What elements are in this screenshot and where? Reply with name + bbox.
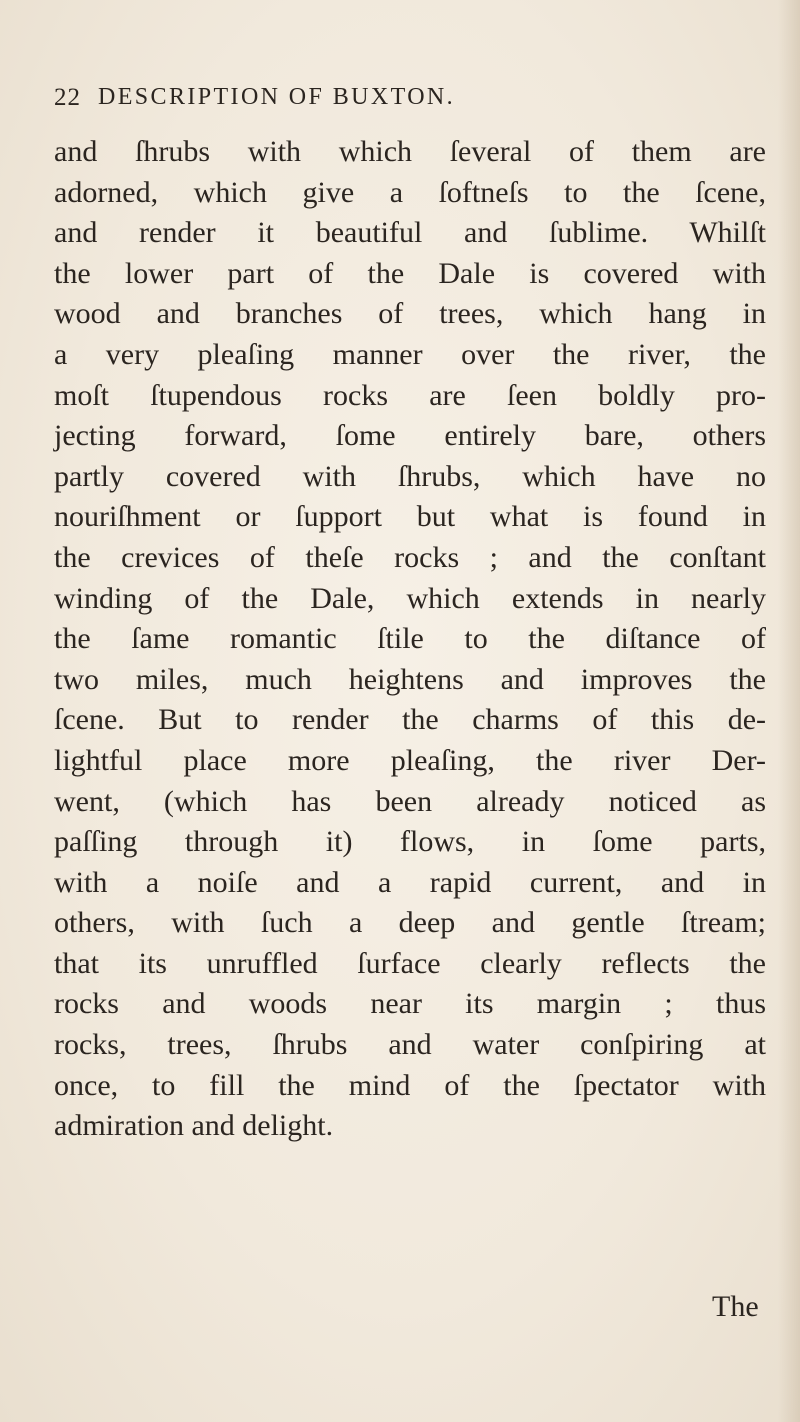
text-line: adorned, which give a ſoftneſs to the ſcene, [54,175,766,209]
body-text [54,132,766,1147]
text-line: winding of the Dale, which extends in nearly [54,581,766,615]
text-line: with a noiſe and a rapid current, and in [54,865,766,899]
text-line: rocks, trees, ſhrubs and water conſpiring at [54,1028,766,1062]
text-line: went, (which has been already noticed as [54,784,766,818]
text-line: paſſing through it) flows, in ſome parts, [54,825,766,859]
text-line: once, to fill the mind of the ſpectator with [54,1068,766,1102]
text-line: partly covered with ſhrubs, which have no [54,459,766,493]
text-line: that its unruffled ſurface clearly reflects the [54,946,766,980]
text-line: lightful place more pleaſing, the river Der- [54,743,766,777]
text-line: moſt ſtupendous rocks are ſeen boldly pro- [54,378,766,412]
text-line: rocks and woods near its margin ; thus [54,987,766,1021]
text-line: jecting forward, ſome entirely bare, others [54,419,766,453]
text-line: nouriſhment or ſupport but what is found in [54,500,766,534]
page-edge-shadow [778,0,800,1422]
text-line: admiration and delight. [54,1109,334,1143]
catchword: The [712,1290,759,1323]
text-line: and ſhrubs with which ſeveral of them are [54,135,766,168]
text-line: the lower part of the Dale is covered with [54,256,766,290]
text-line: ſcene. But to render the charms of this de- [54,703,766,737]
text-line: the crevices of theſe rocks ; and the conſtant [54,540,766,574]
text-line: others, with ſuch a deep and gentle ſtream; [54,906,766,940]
text-line: two miles, much heightens and improves the [54,662,766,696]
text-line: and render it beautiful and ſublime. Whilſt [54,216,766,250]
running-title: DESCRIPTION OF BUXTON. [98,84,456,110]
page-header [54,84,754,118]
text-line: wood and branches of trees, which hang in [54,297,766,331]
text-line: the ſame romantic ſtile to the diſtance of [54,622,766,656]
page-number: 22 [54,84,81,111]
text-line: a very pleaſing manner over the river, the [54,337,766,371]
